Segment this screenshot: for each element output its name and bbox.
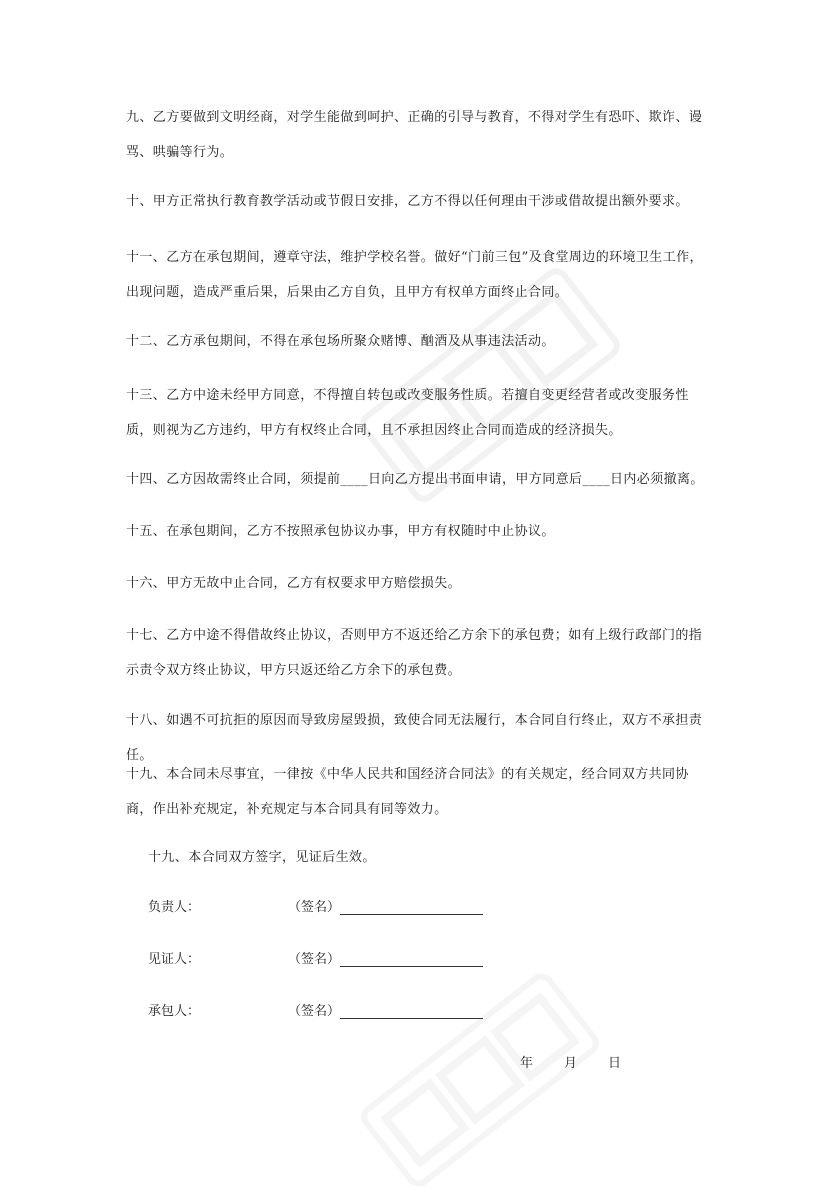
clause-18: 十八、如遇不可抗拒的原因而导致房屋毁损，致使合同无法履行，本合同自行终止，双方不承担责任。 xyxy=(126,713,703,763)
clause-10: 十、甲方正常执行教育教学活动或节假日安排，乙方不得以任何理由干涉或借故提出额外要求。 xyxy=(126,194,689,209)
date-year: 年 xyxy=(520,1056,534,1071)
clause-13: 十三、乙方中途未经甲方同意，不得擅自转包或改变服务性质。若擅自变更经营者或改变服务性质，则视为乙方违约，甲方有权终止合同，且不承担因终止合同而造成的经济损失。 xyxy=(126,388,689,438)
signature-role: 负责人： xyxy=(148,900,201,915)
date-month: 月 xyxy=(564,1056,578,1071)
clause-12: 十二、乙方承包期间，不得在承包场所聚众赌博、酗酒及从事违法活动。 xyxy=(126,334,555,349)
clause-14: 十四、乙方因故需终止合同，须提前____日向乙方提出书面申请，甲方同意后____日内必须撤离。 xyxy=(126,472,704,487)
signature-role: 承包人： xyxy=(148,1004,201,1019)
clause-19-signing: 十九、本合同双方签字，见证后生效。 xyxy=(148,850,376,865)
signature-line[interactable] xyxy=(340,966,483,967)
clause-19: 十九、本合同未尽事宜，一律按《中华人民共和国经济合同法》的有关规定，经合同双方共同协商，作出补充规定，补充规定与本合同具有同等效力。 xyxy=(126,767,689,817)
clause-15: 十五、在承包期间，乙方不按照承包协议办事，甲方有权随时中止协议。 xyxy=(126,524,555,539)
signature-line[interactable] xyxy=(340,1018,483,1019)
clause-17: 十七、乙方中途不得借故终止协议，否则甲方不返还给乙方余下的承包费；如有上级行政部门的指示责令双方终止协议，甲方只返还给乙方余下的承包费。 xyxy=(126,628,703,678)
signature-hint: （签名） xyxy=(288,952,341,967)
date-day: 日 xyxy=(608,1056,622,1071)
signature-hint: （签名） xyxy=(288,900,341,915)
clause-16: 十六、甲方无故中止合同，乙方有权要求甲方赔偿损失。 xyxy=(126,576,462,591)
clause-9: 九、乙方要做到文明经商，对学生能做到呵护、正确的引导与教育，不得对学生有恐吓、欺诈、谩骂、哄骗等行为。 xyxy=(126,110,703,160)
signature-line[interactable] xyxy=(340,914,483,915)
signature-role: 见证人： xyxy=(148,952,201,967)
signature-hint: （签名） xyxy=(288,1004,341,1019)
clause-11: 十一、乙方在承包期间，遵章守法，维护学校名誉。做好“门前三包”及食堂周边的环境卫生工作，出现问题，造成严重后果，后果由乙方自负，且甲方有权单方面终止合同。 xyxy=(126,250,703,300)
watermark-logo-bottom xyxy=(355,967,606,1193)
